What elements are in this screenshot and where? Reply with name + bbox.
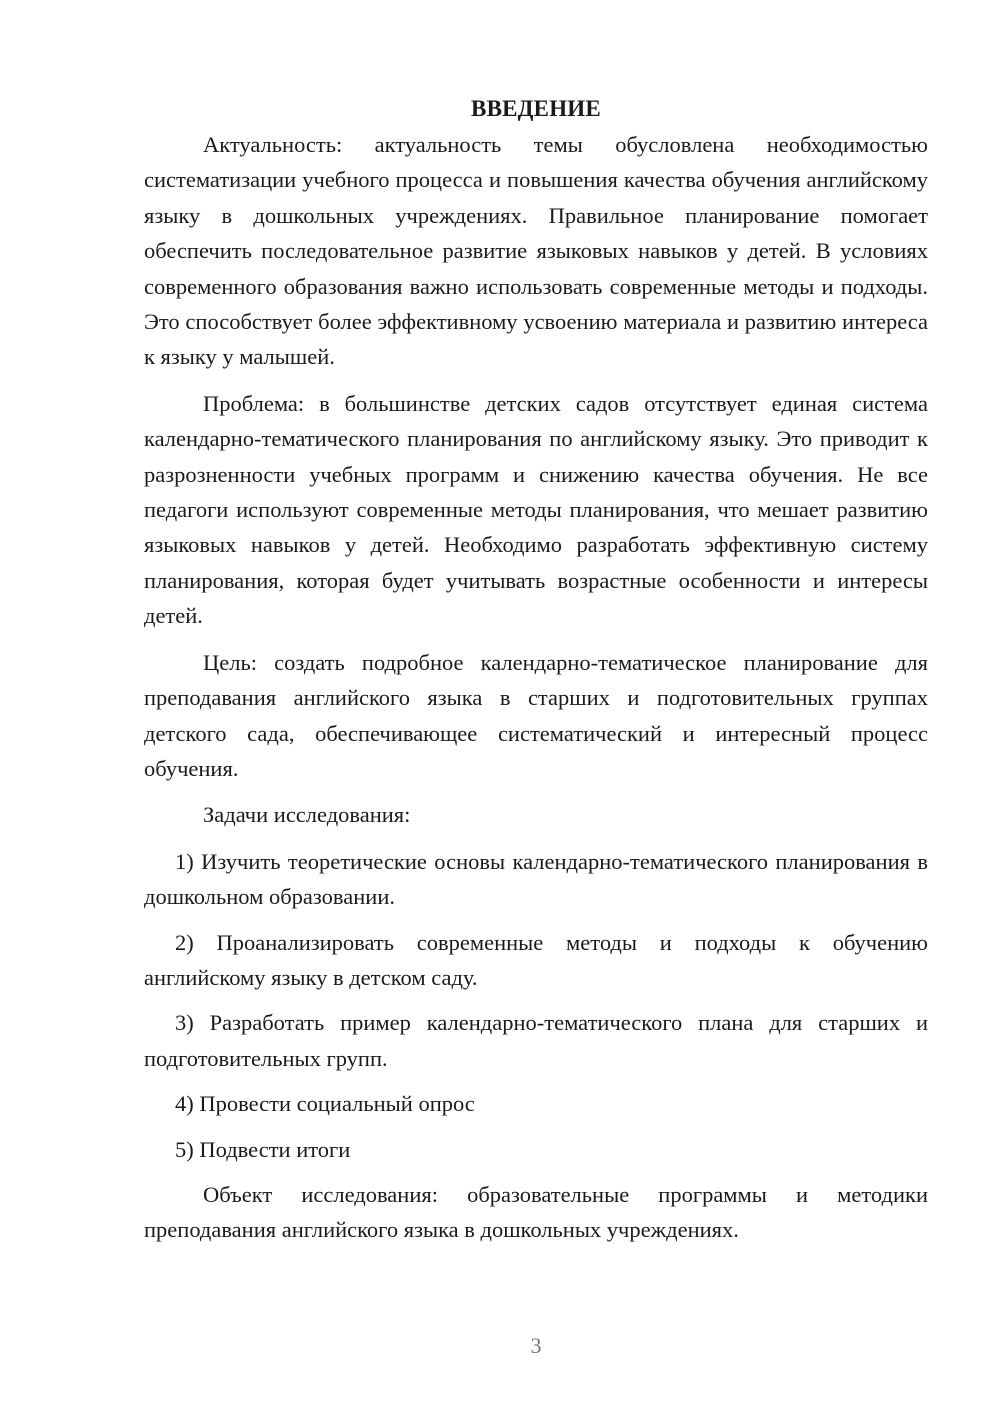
task-item-5: 5) Подвести итоги	[175, 1136, 351, 1162]
tasks-heading: Задачи исследования:	[203, 802, 411, 828]
paragraph-problem: Проблема: в большинстве детских садов отсутствует единая система календарно-тематического планирования по английскому языку. Это приводит к разрозненности учебных программ и снижению качества обучения. Не все педагоги используют современные методы планирования, что мешает развитию языковых навыков у детей. Необходимо разработать эффективную систему планирования, которая будет учитывать возрастные особенности и интересы детей.	[144, 390, 928, 629]
document-page	[144, 92, 928, 1259]
paragraph-object: Объект исследования: образовательные программы и методики преподавания английского языка в дошкольных учреждениях.	[144, 1181, 928, 1243]
section-heading: ВВЕДЕНИЕ	[471, 96, 601, 121]
paragraph-goal: Цель: создать подробное календарно-тематическое планирование для преподавания английского языка в старших и подготовительных группах детского сада, обеспечивающее систематический и интересный процесс обучения.	[144, 649, 928, 781]
page-number: 3	[530, 1333, 542, 1358]
task-item-3: 3) Разработать пример календарно-тематического плана для старших и подготовительных групп.	[144, 1010, 928, 1071]
task-item-4: 4) Провести социальный опрос	[175, 1091, 475, 1117]
task-item-1: 1) Изучить теоретические основы календарно-тематического планирования в дошкольном образовании.	[144, 848, 928, 910]
paragraph-relevance: Актуальность: актуальность темы обусловлена необходимостью систематизации учебного процесса и повышения качества обучения английскому языку в дошкольных учреждениях. Правильное планирование помогает обеспечить последовательное развитие языковых навыков у детей. В условиях современного образования важно использовать современные методы и подходы. Это способствует более эффективному усвоению материала и развитию интереса к языку у малышей.	[144, 132, 928, 370]
task-item-2: 2) Проанализировать современные методы и подходы к обучению английскому языку в детском саду.	[144, 929, 928, 990]
